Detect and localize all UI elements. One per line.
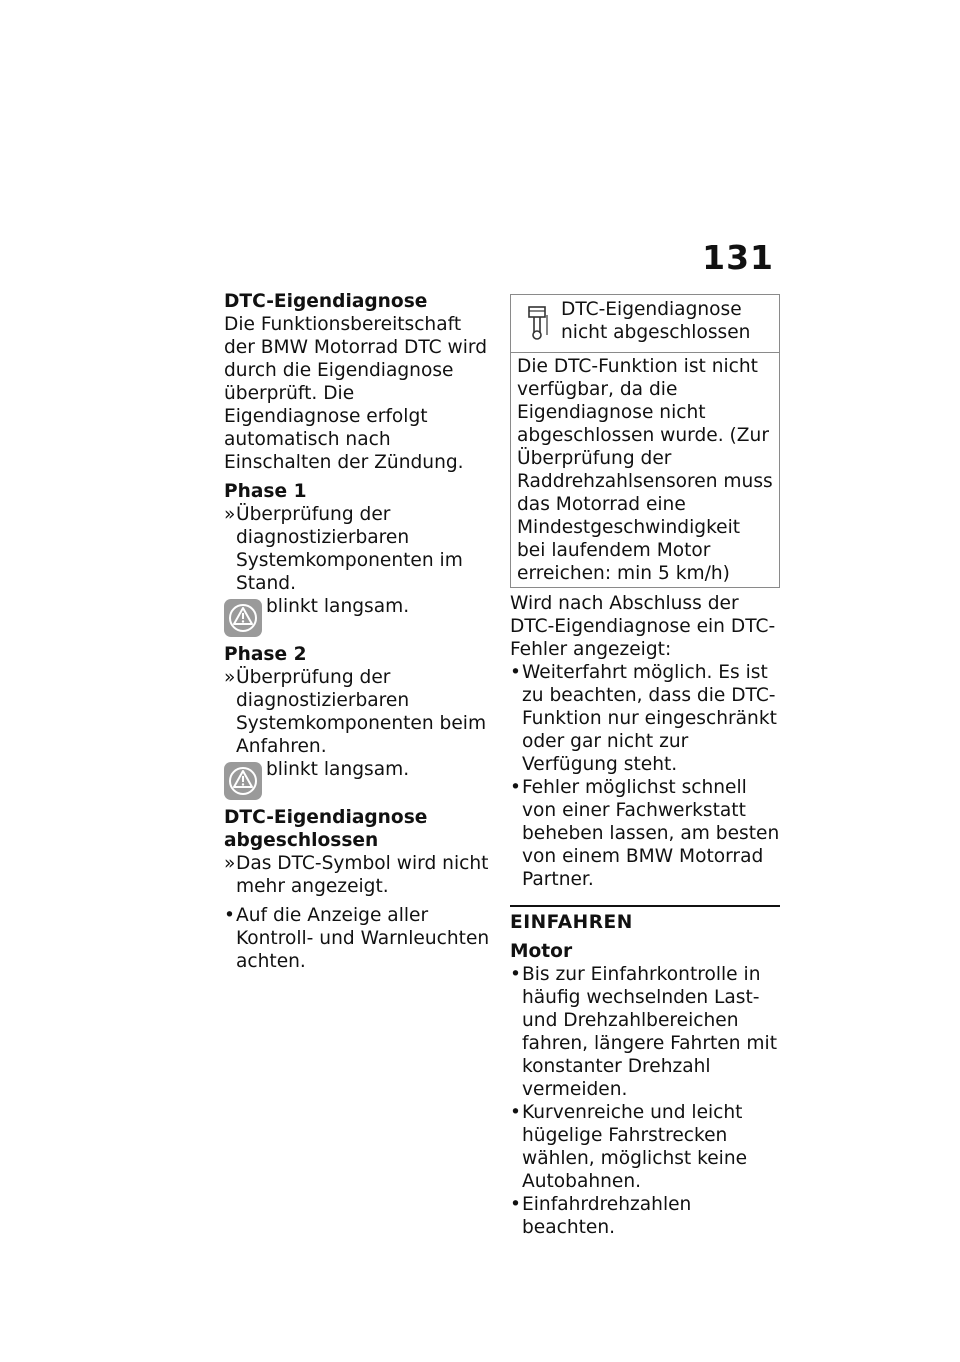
page-number: 131 — [702, 238, 774, 277]
left-column — [224, 290, 492, 973]
list-item — [510, 776, 780, 891]
section-heading-dtc-self-diagnosis: DTC-Eigendiagnose — [224, 291, 428, 312]
list-item — [510, 1101, 780, 1193]
list-item — [510, 661, 780, 776]
dtc-warning-icon — [224, 762, 262, 800]
completed-text: Das DTC-Symbol wird nicht mehr angezeigt. — [236, 853, 489, 897]
bullet-marker: • — [224, 905, 235, 926]
step-marker: » — [224, 853, 236, 874]
bullet-text: Bis zur Einfahrkontrolle in häufig wechselnden Last- und Drehzahlbereichen fahren, längere Fahrten mit konstanter Drehzahl vermeiden. — [522, 964, 777, 1100]
note-bullet — [224, 904, 492, 973]
info-box-body: Die DTC-Funktion ist nicht verfügbar, da die Eigendiagnose nicht abgeschlossen wurde. (Zur Überprüfung der Raddrehzahlsensoren muss das Motorrad eine Mindestgeschwindigkeit bei laufendem Motor erreichen: min 5 km/h) — [517, 356, 773, 584]
info-box-header — [511, 295, 779, 353]
phase-2-text: Überprüfung der diagnostizierbaren Systemkomponenten beim Anfahren. — [236, 667, 487, 757]
completed-step — [224, 852, 492, 898]
list-item — [510, 1193, 780, 1239]
bullet-marker: • — [510, 777, 521, 798]
right-column — [510, 294, 780, 1239]
subsection-title-motor: Motor — [510, 941, 573, 962]
info-box-not-completed — [510, 294, 780, 588]
note-text: Auf die Anzeige aller Kontroll- und Warnleuchten achten. — [236, 905, 490, 972]
bullet-text: Fehler möglichst schnell von einer Fachwerkstatt beheben lassen, am besten von einem BMW Motorrad Partner. — [522, 777, 780, 890]
dtc-warning-icon — [224, 599, 262, 637]
phase-2-title: Phase 2 — [224, 644, 307, 665]
error-intro-text: Wird nach Abschluss der DTC-Eigendiagnose ein DTC-Fehler angezeigt: — [510, 593, 776, 660]
bullet-text: Kurvenreiche und leicht hügelige Fahrstrecken wählen, möglichst keine Autobahnen. — [522, 1102, 748, 1192]
phase-1-indicator — [224, 595, 492, 637]
phase-2-icon-text: blinkt langsam. — [266, 759, 410, 780]
bullet-marker: • — [510, 1194, 521, 1215]
section-title-einfahren: EINFAHREN — [510, 912, 633, 933]
list-item — [510, 963, 780, 1101]
phase-2-step — [224, 666, 492, 758]
phase-1-step — [224, 503, 492, 595]
section-divider — [510, 905, 780, 907]
phase-2-indicator — [224, 758, 492, 800]
bullet-marker: • — [510, 964, 521, 985]
bullet-text: Einfahrdrehzahlen beachten. — [522, 1194, 692, 1238]
intro-paragraph: Die Funktionsbereitschaft der BMW Motorrad DTC wird durch die Eigendiagnose überprüft. Die Eigendiagnose erfolgt automatisch nach Einschalten der Zündung. — [224, 314, 488, 473]
step-marker: » — [224, 667, 236, 688]
bullet-marker: • — [510, 1102, 521, 1123]
bullet-marker: • — [510, 662, 521, 683]
step-marker: » — [224, 504, 236, 525]
completed-title: DTC-Eigendiagnose abgeschlossen — [224, 807, 428, 851]
phase-1-icon-text: blinkt langsam. — [266, 596, 410, 617]
piston-icon — [527, 305, 549, 341]
bullet-text: Weiterfahrt möglich. Es ist zu beachten, dass die DTC-Funktion nur eingeschränkt oder gar nicht zur Verfügung steht. — [522, 662, 777, 775]
phase-1-text: Überprüfung der diagnostizierbaren Systemkomponenten im Stand. — [236, 504, 463, 594]
info-box-title: DTC-Eigendiagnose nicht abgeschlossen — [561, 299, 751, 343]
phase-1-title: Phase 1 — [224, 481, 307, 502]
